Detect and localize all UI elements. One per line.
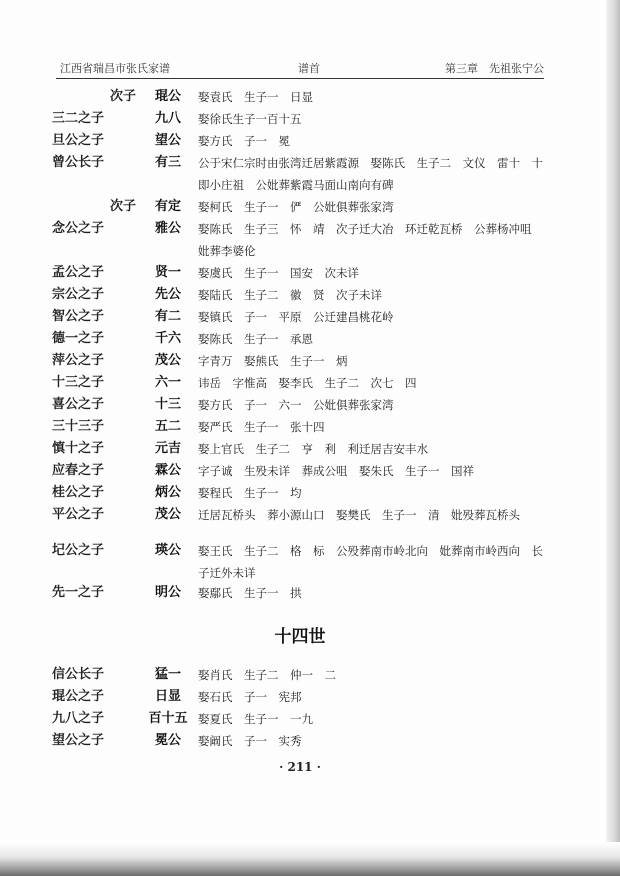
entry-detail: 娶石氏 子一 宪邦 — [198, 690, 302, 704]
entry-detail: 娶上官氏 生子二 亨 利 利迁居吉安丰水 — [198, 442, 428, 456]
entry-detail: 娶鄢氏 生子一 拱 — [198, 586, 302, 600]
entry-detail: 娶肖氏 生子二 仲一 二 — [198, 668, 336, 682]
entry-relation: 圮公之子 — [52, 543, 105, 558]
entry-name: 千六 — [154, 331, 181, 346]
entry-relation: 次子 — [109, 89, 136, 104]
entry-detail: 娶陈氏 生子一 承恩 — [198, 332, 313, 346]
entry-name: 先公 — [154, 287, 181, 302]
header-chapter: 第三章 先祖张宁公 — [445, 62, 544, 75]
entry-detail: 娶袁氏 生子一 日显 — [198, 90, 313, 104]
entry-relation: 桂公之子 — [52, 485, 105, 500]
entry-relation: 琨公之子 — [52, 689, 105, 704]
entry-detail: 娶陈氏 生子三 怀 靖 次子迁大冶 环迁乾瓦桥 公葬杨冲咀 妣葬李婆伦 — [198, 222, 543, 258]
entry-relation: 三二之子 — [52, 111, 105, 126]
entry-detail: 娶虞氏 生子一 国安 次未详 — [198, 266, 359, 280]
running-header — [58, 60, 544, 76]
entry-relation: 慎十之子 — [52, 441, 105, 456]
entry-detail: 娶程氏 生子一 均 — [198, 486, 302, 500]
entry-name: 九八 — [154, 111, 181, 126]
entry-name: 元吉 — [154, 441, 181, 456]
entry-relation: 喜公之子 — [52, 397, 105, 412]
entry-relation: 信公长子 — [52, 667, 105, 682]
entry-relation: 三十三子 — [52, 419, 105, 434]
entry-relation: 念公之子 — [52, 221, 105, 236]
entry-name: 有定 — [154, 199, 181, 214]
entry-name: 瑛公 — [154, 543, 181, 558]
entry-relation: 望公之子 — [52, 733, 105, 748]
scan-edge-shadow — [606, 0, 620, 876]
entry-relation: 孟公之子 — [52, 265, 105, 280]
page-number: · 211 · — [279, 760, 321, 774]
entry-detail: 娶方氏 子一 冕 — [198, 134, 290, 148]
entry-relation: 应春之子 — [52, 463, 105, 478]
entry-name: 雅公 — [154, 221, 181, 236]
entry-name: 茂公 — [154, 507, 181, 522]
entry-detail: 讳岳 字惟高 娶李氏 生子二 次七 四 — [198, 376, 417, 390]
entry-name: 有二 — [154, 309, 181, 324]
entry-detail: 娶阚氏 子一 实秀 — [198, 734, 302, 748]
entry-detail: 娶方氏 子一 六一 公妣俱葬张家湾 — [198, 398, 394, 412]
entry-name: 茂公 — [154, 353, 181, 368]
entry-relation: 智公之子 — [52, 309, 105, 324]
entry-detail: 迁居瓦桥头 葬小源山口 娶樊氏 生子一 清 妣殁葬瓦桥头 — [198, 508, 520, 522]
entry-name: 猛一 — [154, 667, 181, 682]
entry-detail: 娶王氏 生子二 格 标 公殁葬南市岭北向 妣葬南市岭西向 长子迁外未详 — [198, 544, 543, 580]
entry-relation: 九八之子 — [52, 711, 105, 726]
entry-detail: 娶夏氏 生子一 一九 — [198, 712, 313, 726]
header-book-title: 江西省瑞昌市张氏家谱 — [60, 62, 170, 75]
entry-name: 日显 — [154, 689, 181, 704]
entry-name: 有三 — [154, 155, 181, 170]
entry-name: 明公 — [154, 585, 181, 600]
entry-relation: 宗公之子 — [52, 287, 105, 302]
entry-name: 五二 — [154, 419, 181, 434]
entry-name: 贤一 — [154, 265, 181, 280]
header-divider — [56, 78, 544, 79]
entry-relation: 次子 — [109, 199, 136, 214]
entry-relation: 平公之子 — [52, 507, 105, 522]
entry-name: 炳公 — [154, 485, 181, 500]
entry-relation: 十三之子 — [52, 375, 105, 390]
entry-relation: 萍公之子 — [52, 353, 105, 368]
entry-name: 六一 — [154, 375, 181, 390]
entry-detail: 娶镇氏 子一 平原 公迁建昌桃花岭 — [198, 310, 394, 324]
entry-name: 望公 — [154, 133, 181, 148]
entry-detail: 公于宋仁宗时由张湾迁居紫霞源 娶陈氏 生子二 文仪 雷十 十即小庄祖 公妣葬紫霞马面山南向有碑 — [198, 156, 543, 192]
header-section: 谱首 — [298, 62, 320, 75]
generation-heading: 十四世 — [274, 627, 326, 647]
entry-relation: 先一之子 — [52, 585, 105, 600]
entry-detail: 娶徐氏生子一百十五 — [198, 112, 302, 126]
entry-detail: 字子诚 生殁未详 葬成公咀 娶朱氏 生子一 国祥 — [198, 464, 474, 478]
entry-detail: 娶陆氏 生子二 徽 贤 次子未详 — [198, 288, 382, 302]
scan-bottom-shadow — [0, 842, 620, 876]
entry-detail: 娶柯氏 生子一 俨 公妣俱葬张家湾 — [198, 200, 394, 214]
entry-detail: 字青万 娶熊氏 生子一 炳 — [198, 354, 348, 368]
entry-name: 霖公 — [154, 463, 181, 478]
entry-relation: 旦公之子 — [52, 133, 105, 148]
entry-name: 冕公 — [154, 733, 181, 748]
entry-name: 百十五 — [148, 711, 188, 726]
entry-relation: 德一之子 — [52, 331, 105, 346]
entry-name: 琨公 — [154, 89, 181, 104]
entry-name: 十三 — [154, 397, 181, 412]
entry-relation: 曾公长子 — [52, 155, 105, 170]
entry-detail: 娶严氏 生子一 张十四 — [198, 420, 325, 434]
